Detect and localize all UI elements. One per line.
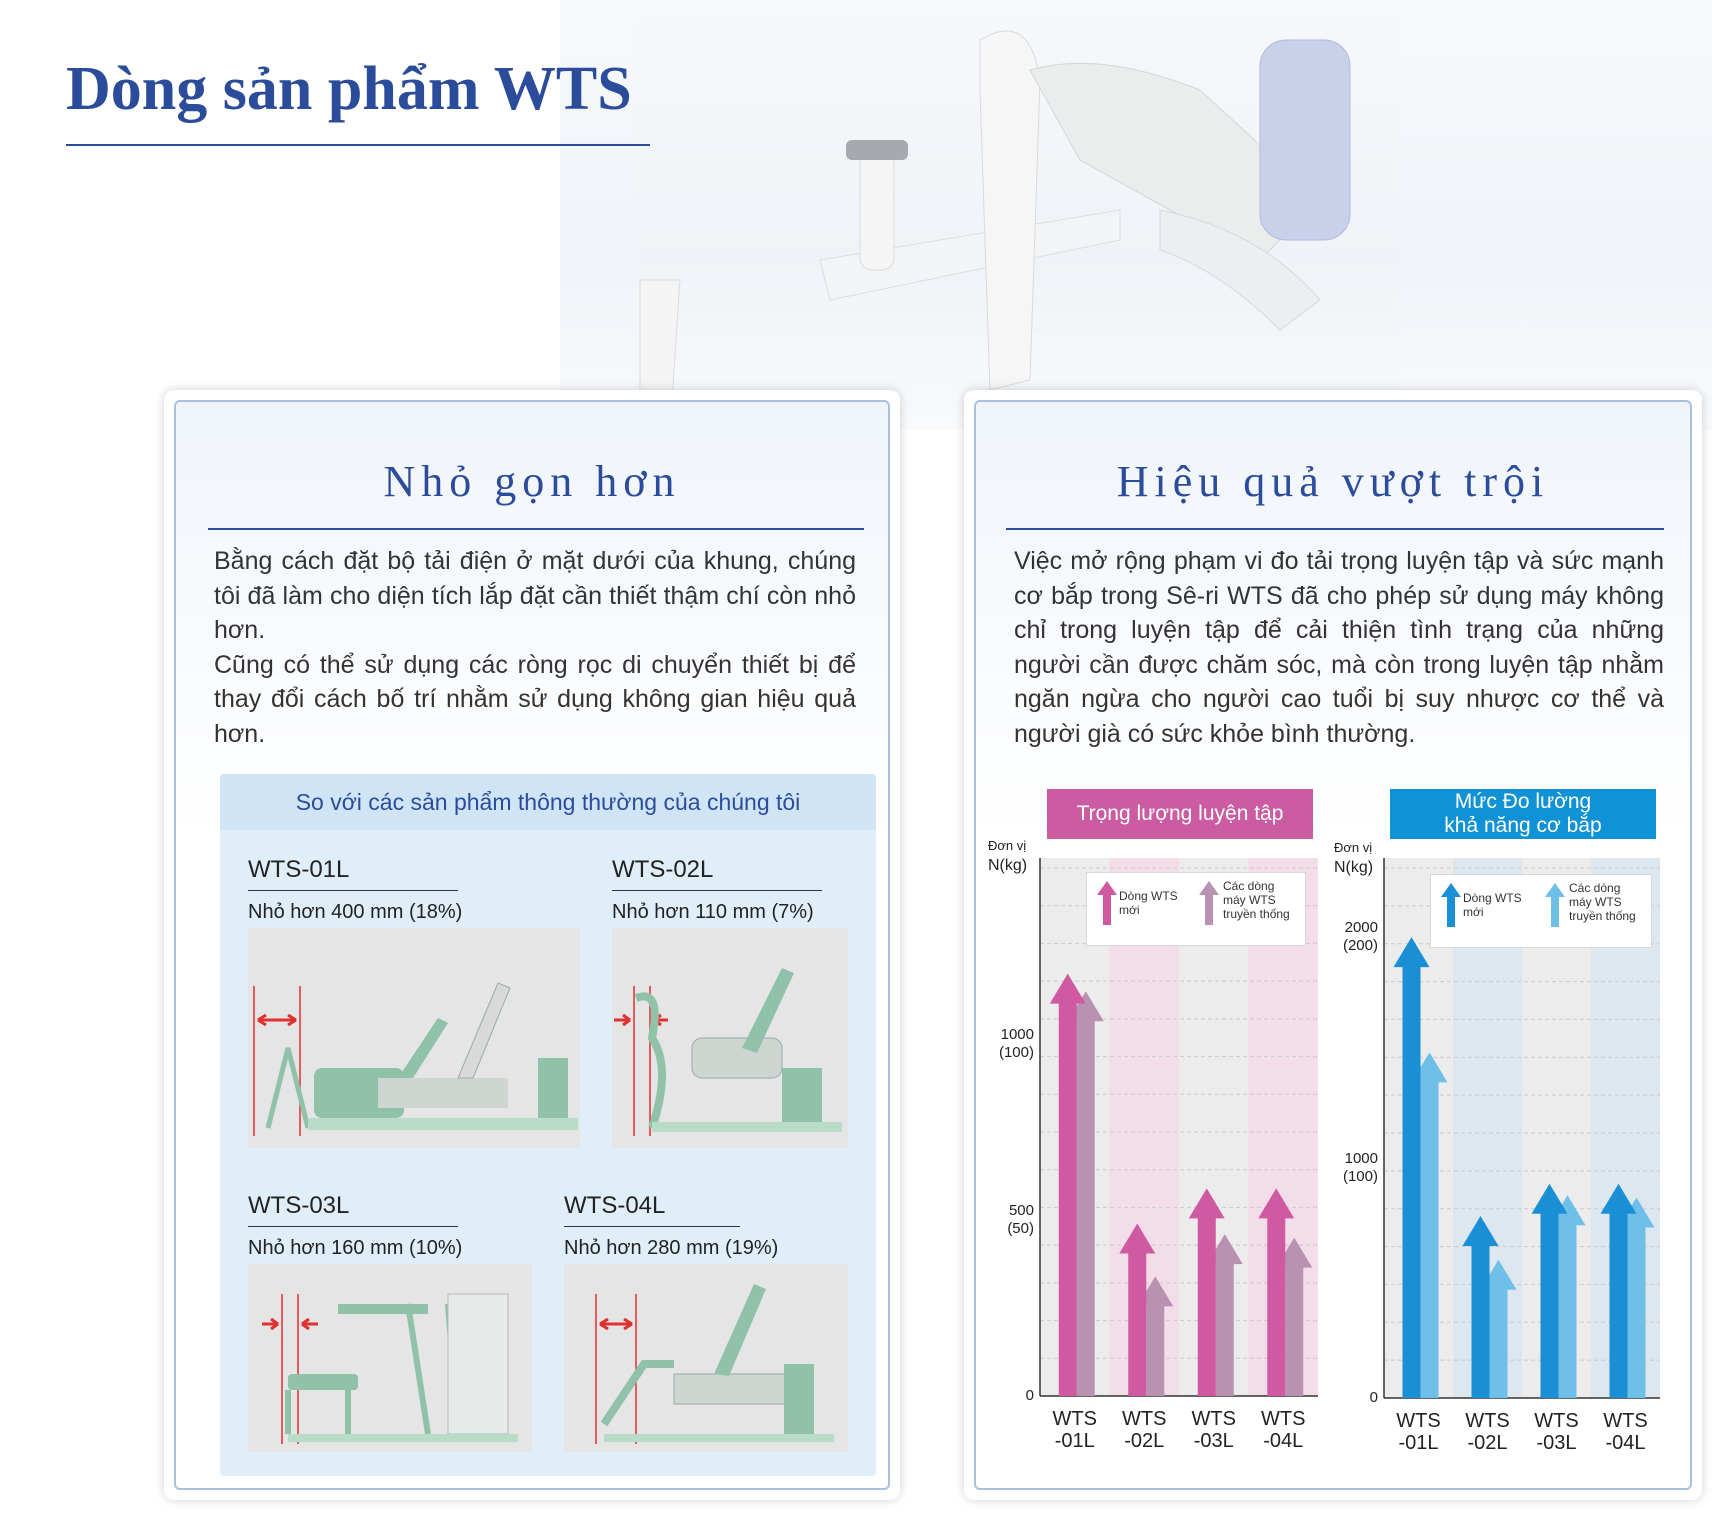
chart-2-title-line-2: khả năng cơ bắp [1444,814,1602,837]
chart-2-unit-label [1334,838,1373,878]
legend-old-label [1223,879,1290,921]
product-image-wts-03l [248,1264,532,1452]
x-tick-line: -02L [1467,1432,1508,1454]
x-tick-label [1458,1410,1518,1454]
legend-line: mới [1119,903,1140,917]
x-tick-label [1184,1408,1244,1452]
legend-line: Dòng WTS [1119,889,1178,903]
product-size-reduction: Nhỏ hơn 280 mm (19%) [564,1237,779,1259]
background-photo [560,0,1712,430]
product-size-reduction: Nhỏ hơn 160 mm (10%) [248,1237,463,1259]
legend-old-arrow-icon [1199,881,1219,925]
compact-heading-rule [208,528,864,530]
compact-paragraph-1: Bằng cách đặt bộ tải điện ở mặt dưới của khung, chúng tôi đã làm cho diện tích lắp đặt cần thiết thậm chí còn nhỏ hơn. [214,547,856,644]
x-tick-line: WTS [1534,1410,1579,1432]
page-title: Dòng sản phẩm WTS [66,55,632,123]
x-tick-line: -03L [1193,1430,1234,1452]
comparison-box [220,774,876,1476]
chart-2-legend [1430,874,1652,948]
x-tick-line: -03L [1536,1432,1577,1454]
x-tick-line: -01L [1054,1430,1095,1452]
legend-line: Các dòng [1223,879,1275,893]
effectiveness-paragraph: Việc mở rộng phạm vi đo tải trọng luyện tập và sức mạnh cơ bắp trong Sê-ri WTS đã cho phép sử dụng máy không chỉ trong luyện tập để cải thiện tình trạng của những người cần được chăm sóc, mà còn trong luyện tập nhằm ngăn ngừa cho người cao tuổi bị suy nhược cơ thể và người già có sức khỏe bình thường. [1014,547,1664,748]
chart-1-title: Trọng lượng luyện tập [1047,789,1313,839]
product-wts-04l [564,1192,778,1260]
chart-1-legend [1086,872,1306,946]
effectiveness-heading: Hiệu quả vượt trội [1116,457,1550,506]
compact-panel [164,390,900,1500]
y-tick-label [1336,919,1378,955]
product-image-wts-01l [248,928,580,1148]
x-tick-line: -02L [1124,1430,1165,1452]
unit-label-line-2: N(kg) [988,857,1028,874]
legend-line: truyền thống [1223,907,1290,921]
y-tick-line: 1000 [1000,1026,1034,1043]
effectiveness-heading-rule [1006,528,1664,530]
legend-old-label [1569,881,1636,923]
x-tick-label [1389,1410,1449,1454]
legend-new-arrow-icon [1441,883,1461,927]
legend-new-label [1119,889,1178,917]
unit-label-line-1: Đơn vị [988,838,1027,853]
x-tick-line: WTS [1603,1410,1648,1432]
x-tick-label [1596,1410,1656,1454]
comparison-heading: So với các sản phẩm thông thường của chúng tôi [220,774,876,830]
legend-line: máy WTS [1569,895,1622,909]
y-tick-line: (100) [1342,1167,1378,1185]
y-tick-line: 0 [1369,1389,1378,1406]
unit-label-line-1: Đơn vị [1334,840,1373,855]
training-machine-illustration [560,0,1712,430]
legend-old-arrow-icon [1545,883,1565,927]
y-tick-line: (100) [998,1044,1034,1061]
y-tick-line: 500 [1008,1202,1034,1219]
compact-description [214,544,856,751]
legend-new-label [1463,891,1522,919]
x-tick-line: -04L [1263,1430,1304,1452]
product-wts-02l [612,856,822,924]
compact-heading: Nhỏ gọn hơn [383,457,681,506]
x-tick-label [1045,1408,1105,1452]
effectiveness-description [1014,544,1664,751]
y-tick-line: 2000 [1344,919,1378,937]
y-tick-line: 0 [1025,1387,1034,1404]
legend-line: máy WTS [1223,893,1276,907]
title-underline [66,144,650,146]
x-tick-line: WTS [1396,1410,1441,1432]
y-tick-label [992,1202,1034,1238]
x-tick-line: -04L [1605,1432,1646,1454]
x-tick-line: WTS [1052,1408,1097,1430]
legend-line: truyền thống [1569,909,1636,923]
y-tick-line: (50) [1007,1220,1034,1237]
x-tick-label [1253,1408,1313,1452]
product-image-wts-04l [564,1264,848,1452]
unit-label-line-2: N(kg) [1334,859,1374,876]
y-tick-label [992,1387,1034,1405]
compact-panel-frame [174,400,890,1490]
x-tick-line: WTS [1261,1408,1306,1430]
legend-line: mới [1463,905,1484,919]
legend-line: Các dòng [1569,881,1621,895]
product-size-reduction: Nhỏ hơn 110 mm (7%) [612,901,814,923]
y-tick-label [1336,1150,1378,1186]
x-tick-label [1114,1408,1174,1452]
legend-new-arrow-icon [1097,881,1117,925]
product-size-reduction: Nhỏ hơn 400 mm (18%) [248,901,463,923]
product-name: WTS-02L [612,856,822,891]
y-tick-line: (200) [1342,937,1378,955]
legend-line: Dòng WTS [1463,891,1522,905]
x-tick-label [1527,1410,1587,1454]
chart-2-title [1390,789,1656,839]
product-name: WTS-04L [564,1192,740,1227]
chart-1-unit-label [988,836,1027,876]
x-tick-line: WTS [1122,1408,1167,1430]
x-tick-line: -01L [1398,1432,1439,1454]
y-tick-label [1336,1389,1378,1407]
product-name: WTS-03L [248,1192,458,1227]
product-name: WTS-01L [248,856,458,891]
x-tick-line: WTS [1191,1408,1236,1430]
product-wts-01l [248,856,462,924]
chart-2-title-line-1: Mức Đo lường [1454,790,1592,813]
y-tick-line: 1000 [1344,1149,1378,1167]
x-tick-line: WTS [1465,1410,1510,1432]
y-tick-label [992,1026,1034,1062]
compact-paragraph-2: Cũng có thể sử dụng các ròng rọc di chuyển thiết bị để thay đổi cách bố trí nhằm sử dụng không gian hiệu quả hơn. [214,650,856,748]
product-image-wts-02l [612,928,848,1148]
product-wts-03l [248,1192,462,1260]
